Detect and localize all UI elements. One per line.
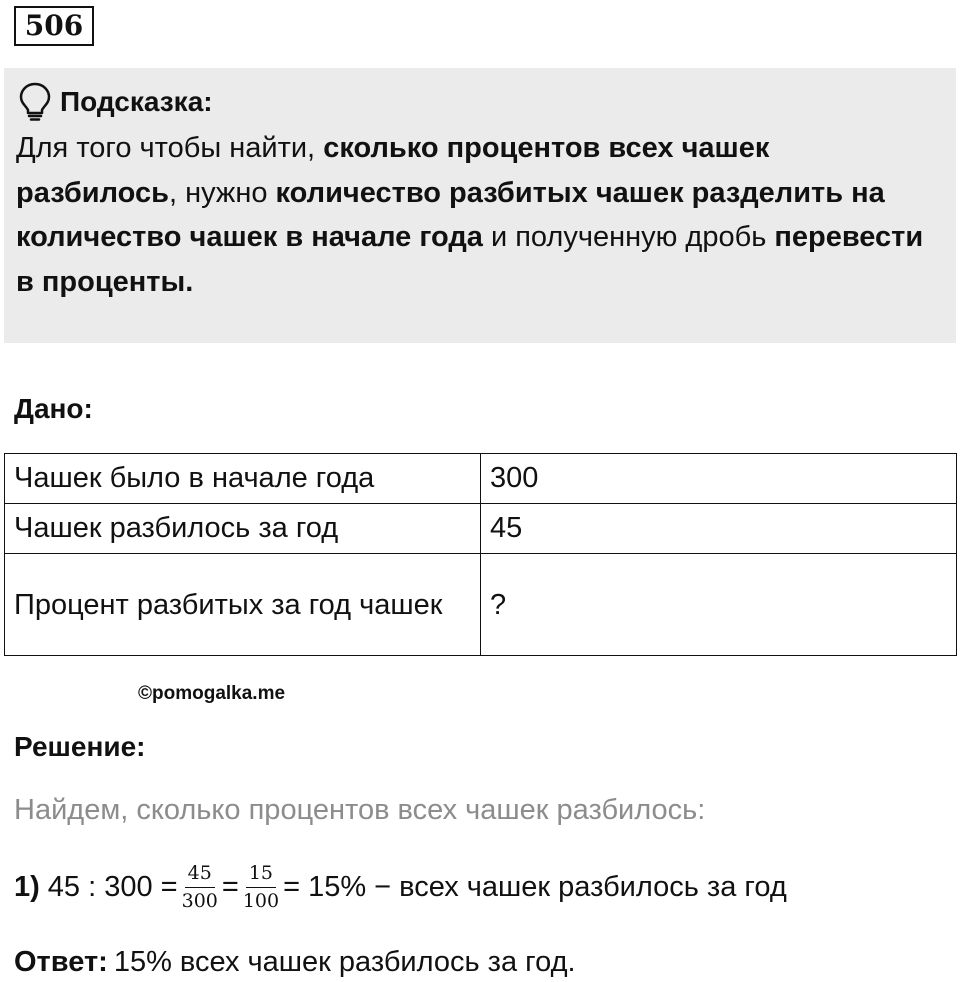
- fraction-denominator: 100: [242, 889, 280, 912]
- watermark: ©pomogalka.me: [138, 683, 286, 704]
- table-cell-value: 300: [481, 454, 957, 504]
- step-result: = 15% − всех чашек разбилось за год: [283, 870, 787, 903]
- hint-text-emphasis: количество разбитых чашек разделить на количество чашек в начале года: [16, 176, 885, 253]
- table-cell-label: Процент разбитых за год чашек: [5, 554, 481, 656]
- answer-text: 15% всех чашек разбилось за год.: [113, 946, 576, 978]
- hint-title-label: Подсказка:: [60, 86, 213, 117]
- fraction-numerator: 15: [246, 862, 276, 888]
- solution-step-1: [14, 855, 787, 919]
- table-cell-value: 45: [481, 504, 957, 554]
- table-row: [5, 454, 957, 504]
- solution-title: Решение:: [14, 731, 146, 762]
- fraction-numerator: 45: [185, 862, 215, 888]
- answer-label: Ответ:: [14, 946, 108, 978]
- table-cell-value: ?: [481, 554, 957, 656]
- fraction: [243, 862, 279, 913]
- problem-number: 506: [14, 6, 94, 46]
- equals-sign: =: [221, 870, 239, 903]
- table-row: [5, 554, 957, 656]
- fraction-denominator: 300: [181, 889, 218, 912]
- table-cell-label: Чашек разбилось за год: [5, 504, 481, 554]
- given-title: Дано:: [14, 393, 93, 424]
- given-table: [4, 453, 957, 656]
- table-cell-label: Чашек было в начале года: [5, 454, 481, 504]
- solution-intro: Найдем, сколько процентов всех чашек разбилось:: [14, 794, 706, 826]
- fraction: [182, 862, 218, 913]
- answer: [14, 944, 576, 980]
- lightbulb-icon: [18, 82, 52, 122]
- hint-text-part: , нужно: [168, 176, 276, 209]
- hint-text-emphasis: сколько процентов всех чашек разбилось: [16, 132, 770, 209]
- hint-box: [4, 68, 956, 343]
- step-number: 1): [14, 870, 40, 903]
- hint-text-emphasis: перевести в проценты.: [16, 221, 924, 298]
- hint-text: [16, 126, 936, 304]
- hint-title: [18, 82, 213, 122]
- table-row: [5, 504, 957, 554]
- hint-text-part: и полученную дробь: [482, 221, 775, 253]
- hint-text-part: Для того чтобы найти,: [16, 132, 324, 164]
- step-expression: 45 : 300 =: [47, 870, 178, 903]
